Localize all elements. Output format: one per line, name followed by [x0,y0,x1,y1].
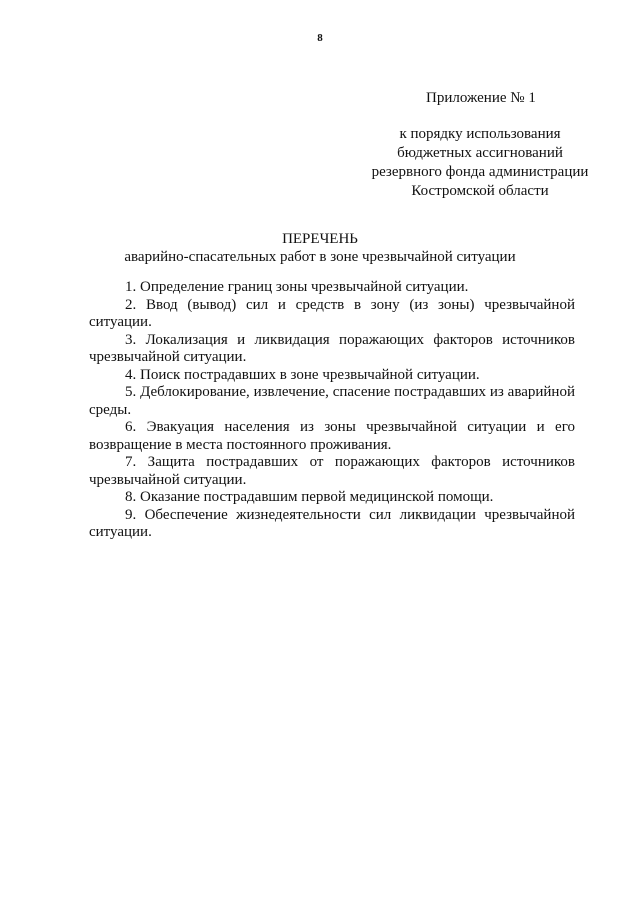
page-number: 8 [317,32,323,44]
list-item: 7. Защита пострадавших от поражающих факторов источников чрезвычайной ситуации. [89,454,575,488]
list-title [0,230,640,266]
list-item: 9. Обеспечение жизнедеятельности сил ликвидации чрезвычайной ситуации. [89,506,575,540]
list-item: 8. Оказание пострадавшим первой медицинской помощи. [125,489,494,505]
list-subheading: аварийно-спасательных работ в зоне чрезвычайной ситуации [124,249,516,265]
list-item: 4. Поиск пострадавших в зоне чрезвычайной ситуации. [125,366,480,383]
works-list [89,279,575,542]
list-heading: ПЕРЕЧЕНЬ [282,231,358,247]
list-item: 3. Локализация и ликвидация поражающих факторов источников чрезвычайной ситуации. [89,331,575,365]
list-item: 2. Ввод (вывод) сил и средств в зону (из зоны) чрезвычайной ситуации. [89,296,575,330]
appendix-title: Приложение № 1 [426,90,536,106]
appendix-reference-line: к порядку использования [399,126,561,142]
appendix-reference [360,125,600,201]
list-item: 5. Деблокирование, извлечение, спасение пострадавших из аварийной среды. [89,384,575,418]
list-item: 1. Определение границ зоны чрезвычайной ситуации. [125,279,469,295]
appendix-reference-line: резервного фонда администрации [371,164,589,180]
list-item: 6. Эвакуация населения из зоны чрезвычайной ситуации и его возвращение в места постоянного проживания. [89,419,575,453]
appendix-reference-line: бюджетных ассигнований [397,145,563,161]
appendix-reference-line: Костромской области [411,183,549,199]
